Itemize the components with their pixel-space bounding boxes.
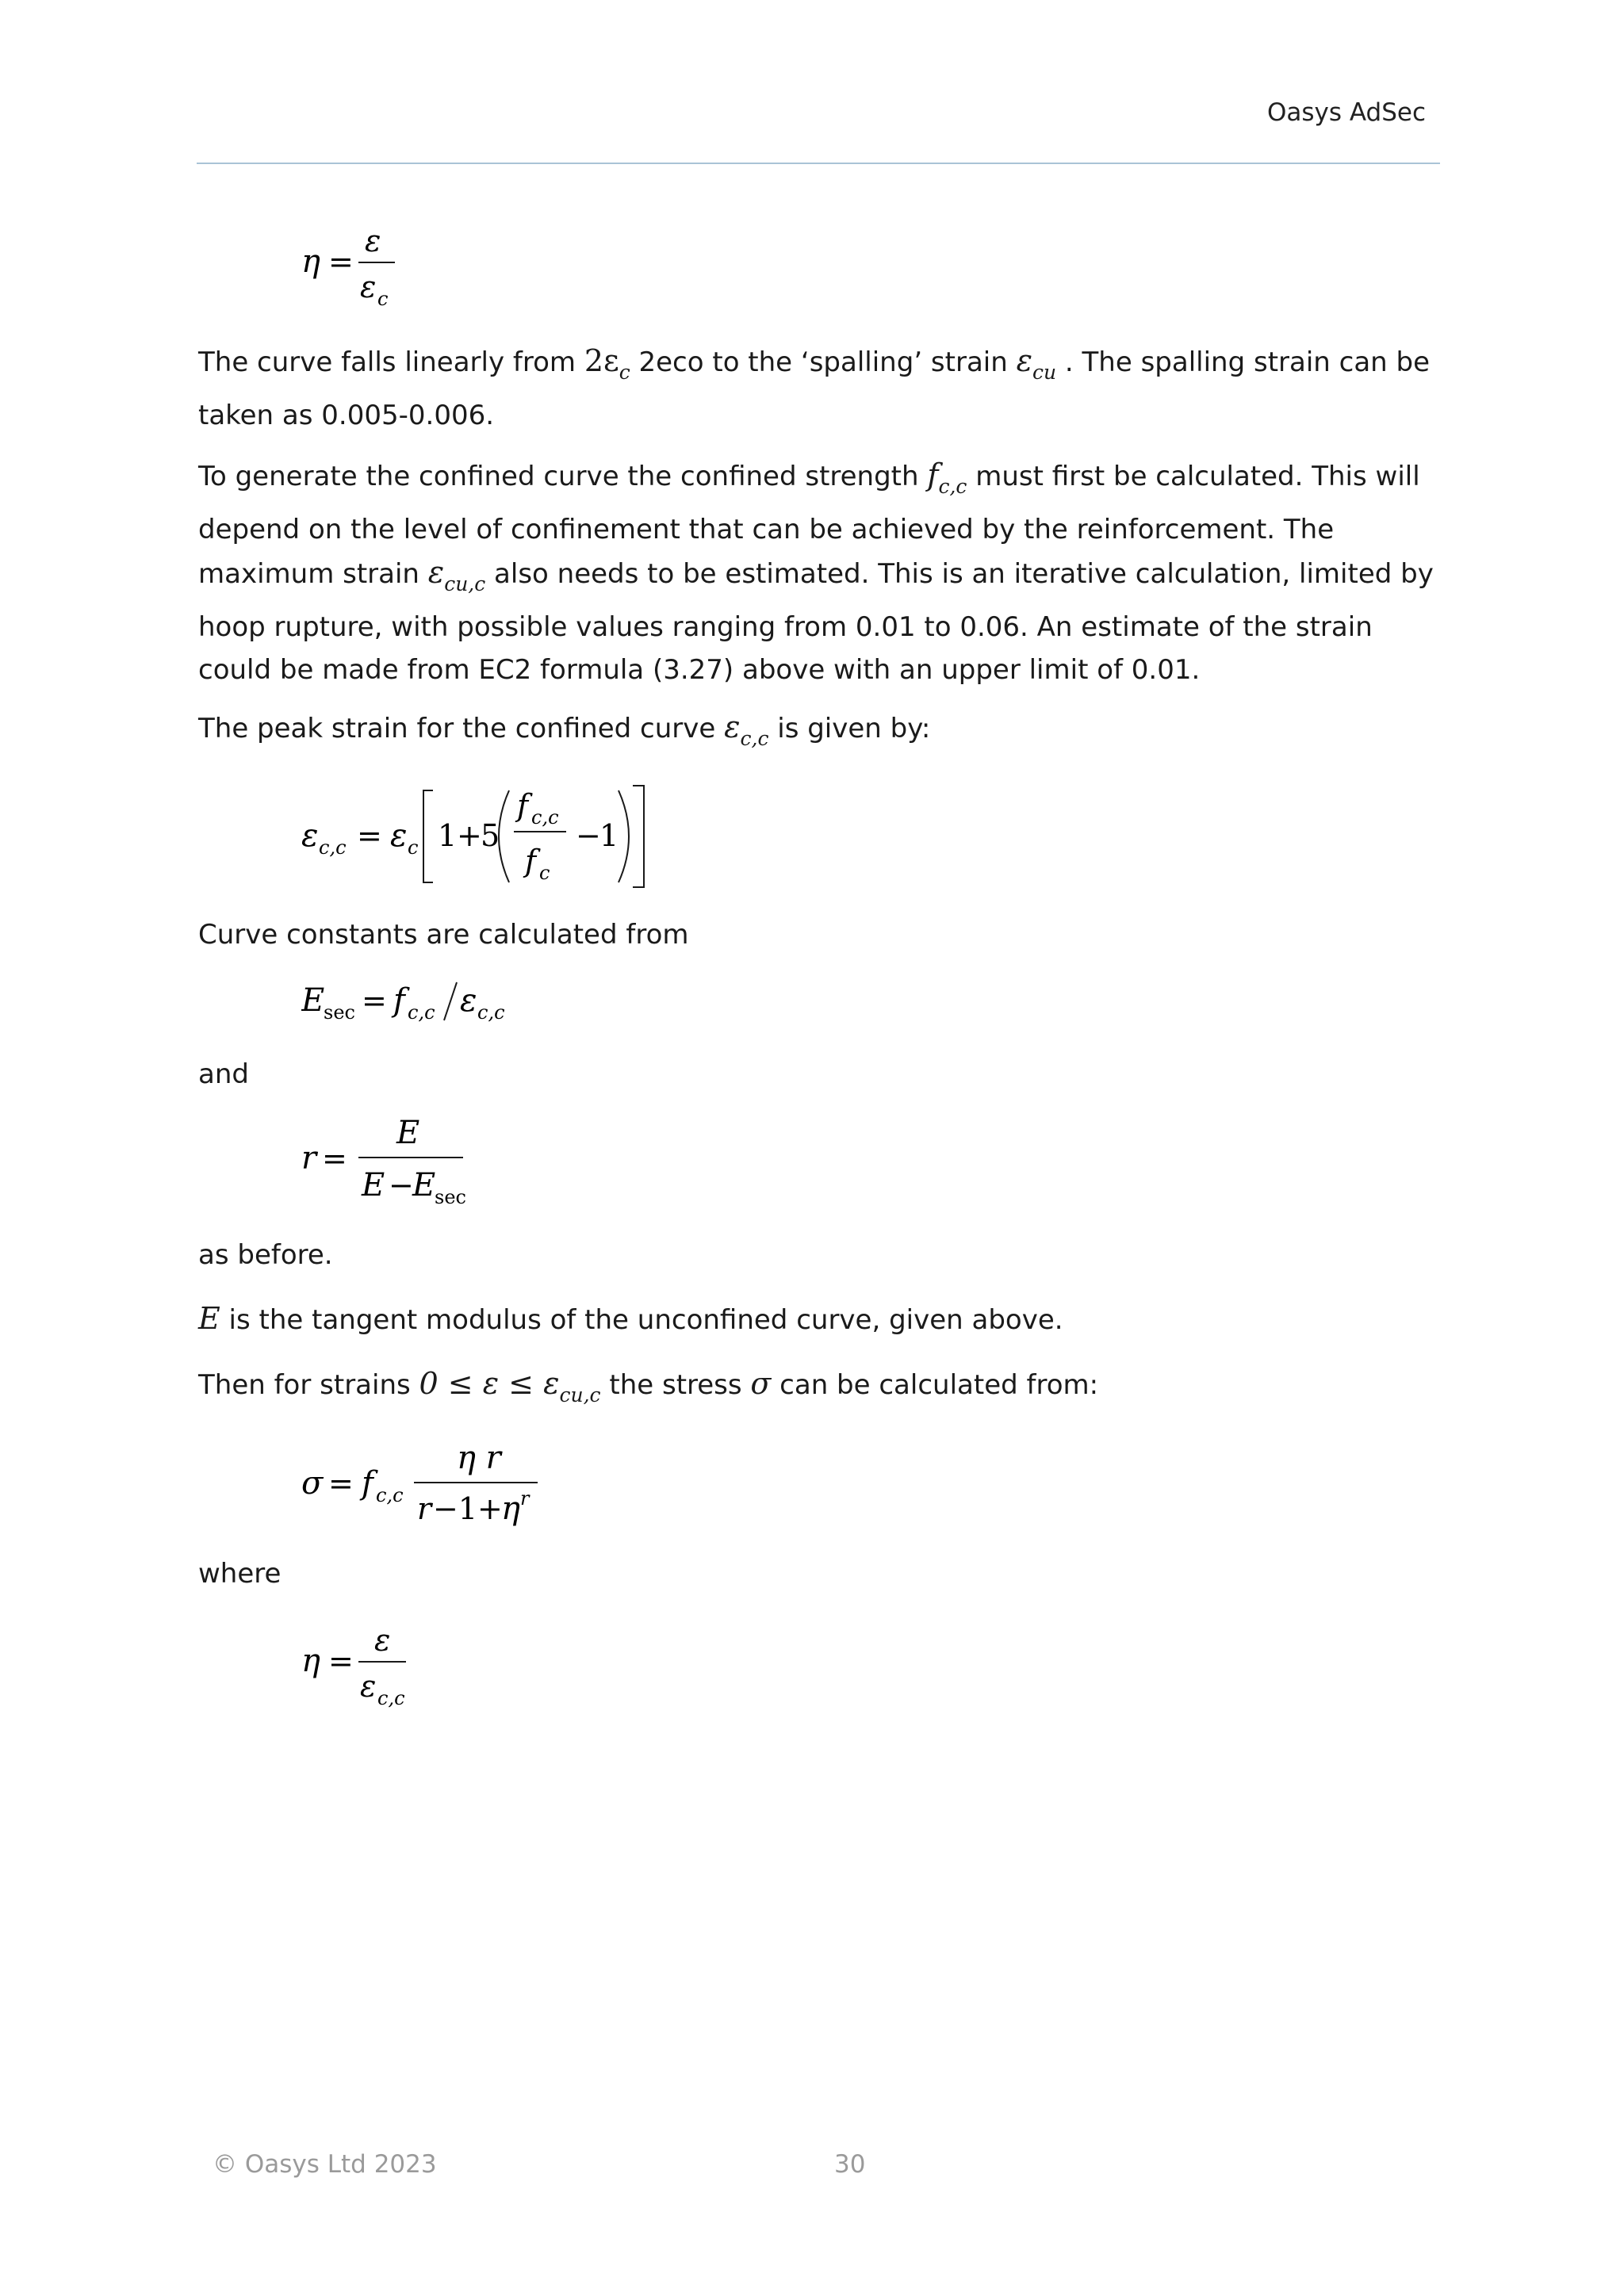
header-divider: [197, 163, 1440, 164]
svg-text:c,c: c,c: [477, 1001, 505, 1024]
svg-text:f: f: [517, 788, 529, 823]
page-header-title: Oasys AdSec: [1266, 98, 1426, 127]
text-span: The peak strain for the confined curve: [198, 713, 725, 744]
svg-text:=: =: [362, 983, 387, 1018]
svg-text:η r: η r: [457, 1440, 501, 1476]
math-f: f: [927, 457, 939, 492]
math-subscript: cu,c: [559, 1383, 601, 1406]
svg-text:ε: ε: [374, 1623, 391, 1658]
svg-text:r: r: [520, 1487, 530, 1510]
svg-text:5: 5: [481, 818, 500, 853]
paragraph-stress-calculation: [198, 1362, 1443, 1417]
math-subscript: cu: [1032, 361, 1057, 384]
svg-text:η: η: [301, 243, 320, 280]
paragraph-and: and: [198, 1058, 249, 1090]
text-span: 2eco to the ‘spalling’ strain: [630, 346, 1017, 378]
svg-text:E: E: [396, 1115, 420, 1151]
svg-text:c: c: [539, 862, 550, 884]
svg-text:η: η: [501, 1490, 520, 1527]
paragraph-where: where: [198, 1558, 282, 1590]
svg-text:sec: sec: [435, 1186, 466, 1208]
svg-text:E: E: [362, 1167, 385, 1203]
svg-text:−: −: [576, 818, 601, 853]
text-span: the stress: [600, 1369, 751, 1401]
svg-text:1: 1: [438, 818, 458, 853]
svg-text:=: =: [328, 1466, 354, 1501]
math-subscript: c: [619, 361, 630, 384]
math-subscript: c,c: [938, 475, 967, 498]
svg-text:c,c: c,c: [531, 806, 559, 828]
svg-text:f: f: [525, 844, 537, 878]
svg-text:c,c: c,c: [376, 1484, 404, 1506]
paragraph-peak-strain: [198, 706, 1443, 760]
text-span: is given by:: [768, 713, 931, 744]
text-span: is the tangent modulus of the unconfined curve, given above.: [220, 1304, 1063, 1336]
footer-page-number: 30: [834, 2150, 866, 2179]
equation-r: [301, 1112, 492, 1218]
equation-eta-unconfined: [301, 218, 428, 316]
text-span: The curve falls linearly from: [198, 346, 584, 378]
text-span: can be calculated from:: [771, 1369, 1099, 1401]
svg-text:=: =: [328, 244, 354, 279]
text-span: To generate the confined curve the confined strength: [198, 461, 928, 492]
math-sigma: σ: [750, 1366, 772, 1401]
footer-copyright: © Oasys Ltd 2023: [213, 2150, 437, 2179]
svg-text:−1+: −1+: [433, 1491, 503, 1526]
paragraph-spalling-strain: [198, 339, 1443, 437]
svg-text:σ: σ: [301, 1465, 324, 1502]
svg-text:E: E: [301, 982, 325, 1019]
svg-text:E: E: [412, 1167, 436, 1203]
svg-text:1: 1: [599, 818, 619, 853]
svg-text:=: =: [322, 1141, 347, 1176]
svg-text:ε: ε: [360, 270, 377, 304]
svg-text:η: η: [301, 1643, 320, 1679]
svg-text:−: −: [389, 1168, 414, 1203]
paragraph-as-before: as before.: [198, 1239, 333, 1271]
text-span: also needs to be estimated. This is an iterative calculation, limited by hoop rupture, with possible values ranging from 0.01 to 0.06. An estimate of the strain could be made from EC2 formula (3.27) above with an upper limit of 0.01.: [198, 558, 1434, 686]
svg-text:ε: ε: [301, 817, 319, 854]
text-span: must first be calculated. This will depend on the level of confinement that can be achieved by the reinforcement. The maximum strain: [198, 461, 1420, 590]
paragraph-confined-strength: [198, 453, 1443, 691]
math-eps: ε: [724, 710, 741, 744]
math-subscript: cu,c: [444, 572, 486, 595]
math-strain-range: 0 ≤ ε ≤ ε: [419, 1366, 560, 1401]
svg-text:c,c: c,c: [408, 1001, 435, 1024]
svg-text:ε: ε: [390, 817, 408, 854]
text-span: . The spalling strain can be taken as 0.005-0.006.: [198, 346, 1431, 431]
svg-text:=: =: [357, 818, 382, 853]
svg-text:c: c: [408, 836, 419, 859]
math-eps: ε: [1016, 343, 1032, 378]
paragraph-curve-constants: Curve constants are calculated from: [198, 919, 689, 951]
svg-text:r: r: [301, 1140, 317, 1177]
svg-text:c,c: c,c: [377, 1687, 405, 1709]
svg-text:ε: ε: [460, 982, 477, 1019]
svg-text:f: f: [362, 1465, 373, 1502]
svg-text:c: c: [377, 288, 389, 310]
svg-text:ε: ε: [365, 224, 381, 258]
equation-peak-strain-confined: [301, 781, 650, 895]
svg-text:sec: sec: [324, 1001, 355, 1024]
svg-text:r: r: [417, 1491, 432, 1526]
paragraph-tangent-modulus: [198, 1297, 1443, 1341]
math-eps: ε: [427, 555, 445, 590]
math-E: E: [198, 1301, 220, 1336]
math-2-eps: 2ε: [584, 343, 619, 378]
svg-text:f: f: [393, 982, 405, 1019]
equation-secant-modulus: [301, 971, 539, 1038]
svg-text:+: +: [457, 818, 482, 853]
svg-text:c,c: c,c: [319, 836, 347, 859]
svg-text:=: =: [328, 1644, 354, 1678]
equation-eta-confined: [301, 1617, 436, 1716]
text-span: Then for strains: [198, 1369, 419, 1401]
equation-stress: [301, 1433, 555, 1540]
svg-text:ε: ε: [360, 1669, 377, 1704]
math-subscript: c,c: [740, 727, 769, 750]
